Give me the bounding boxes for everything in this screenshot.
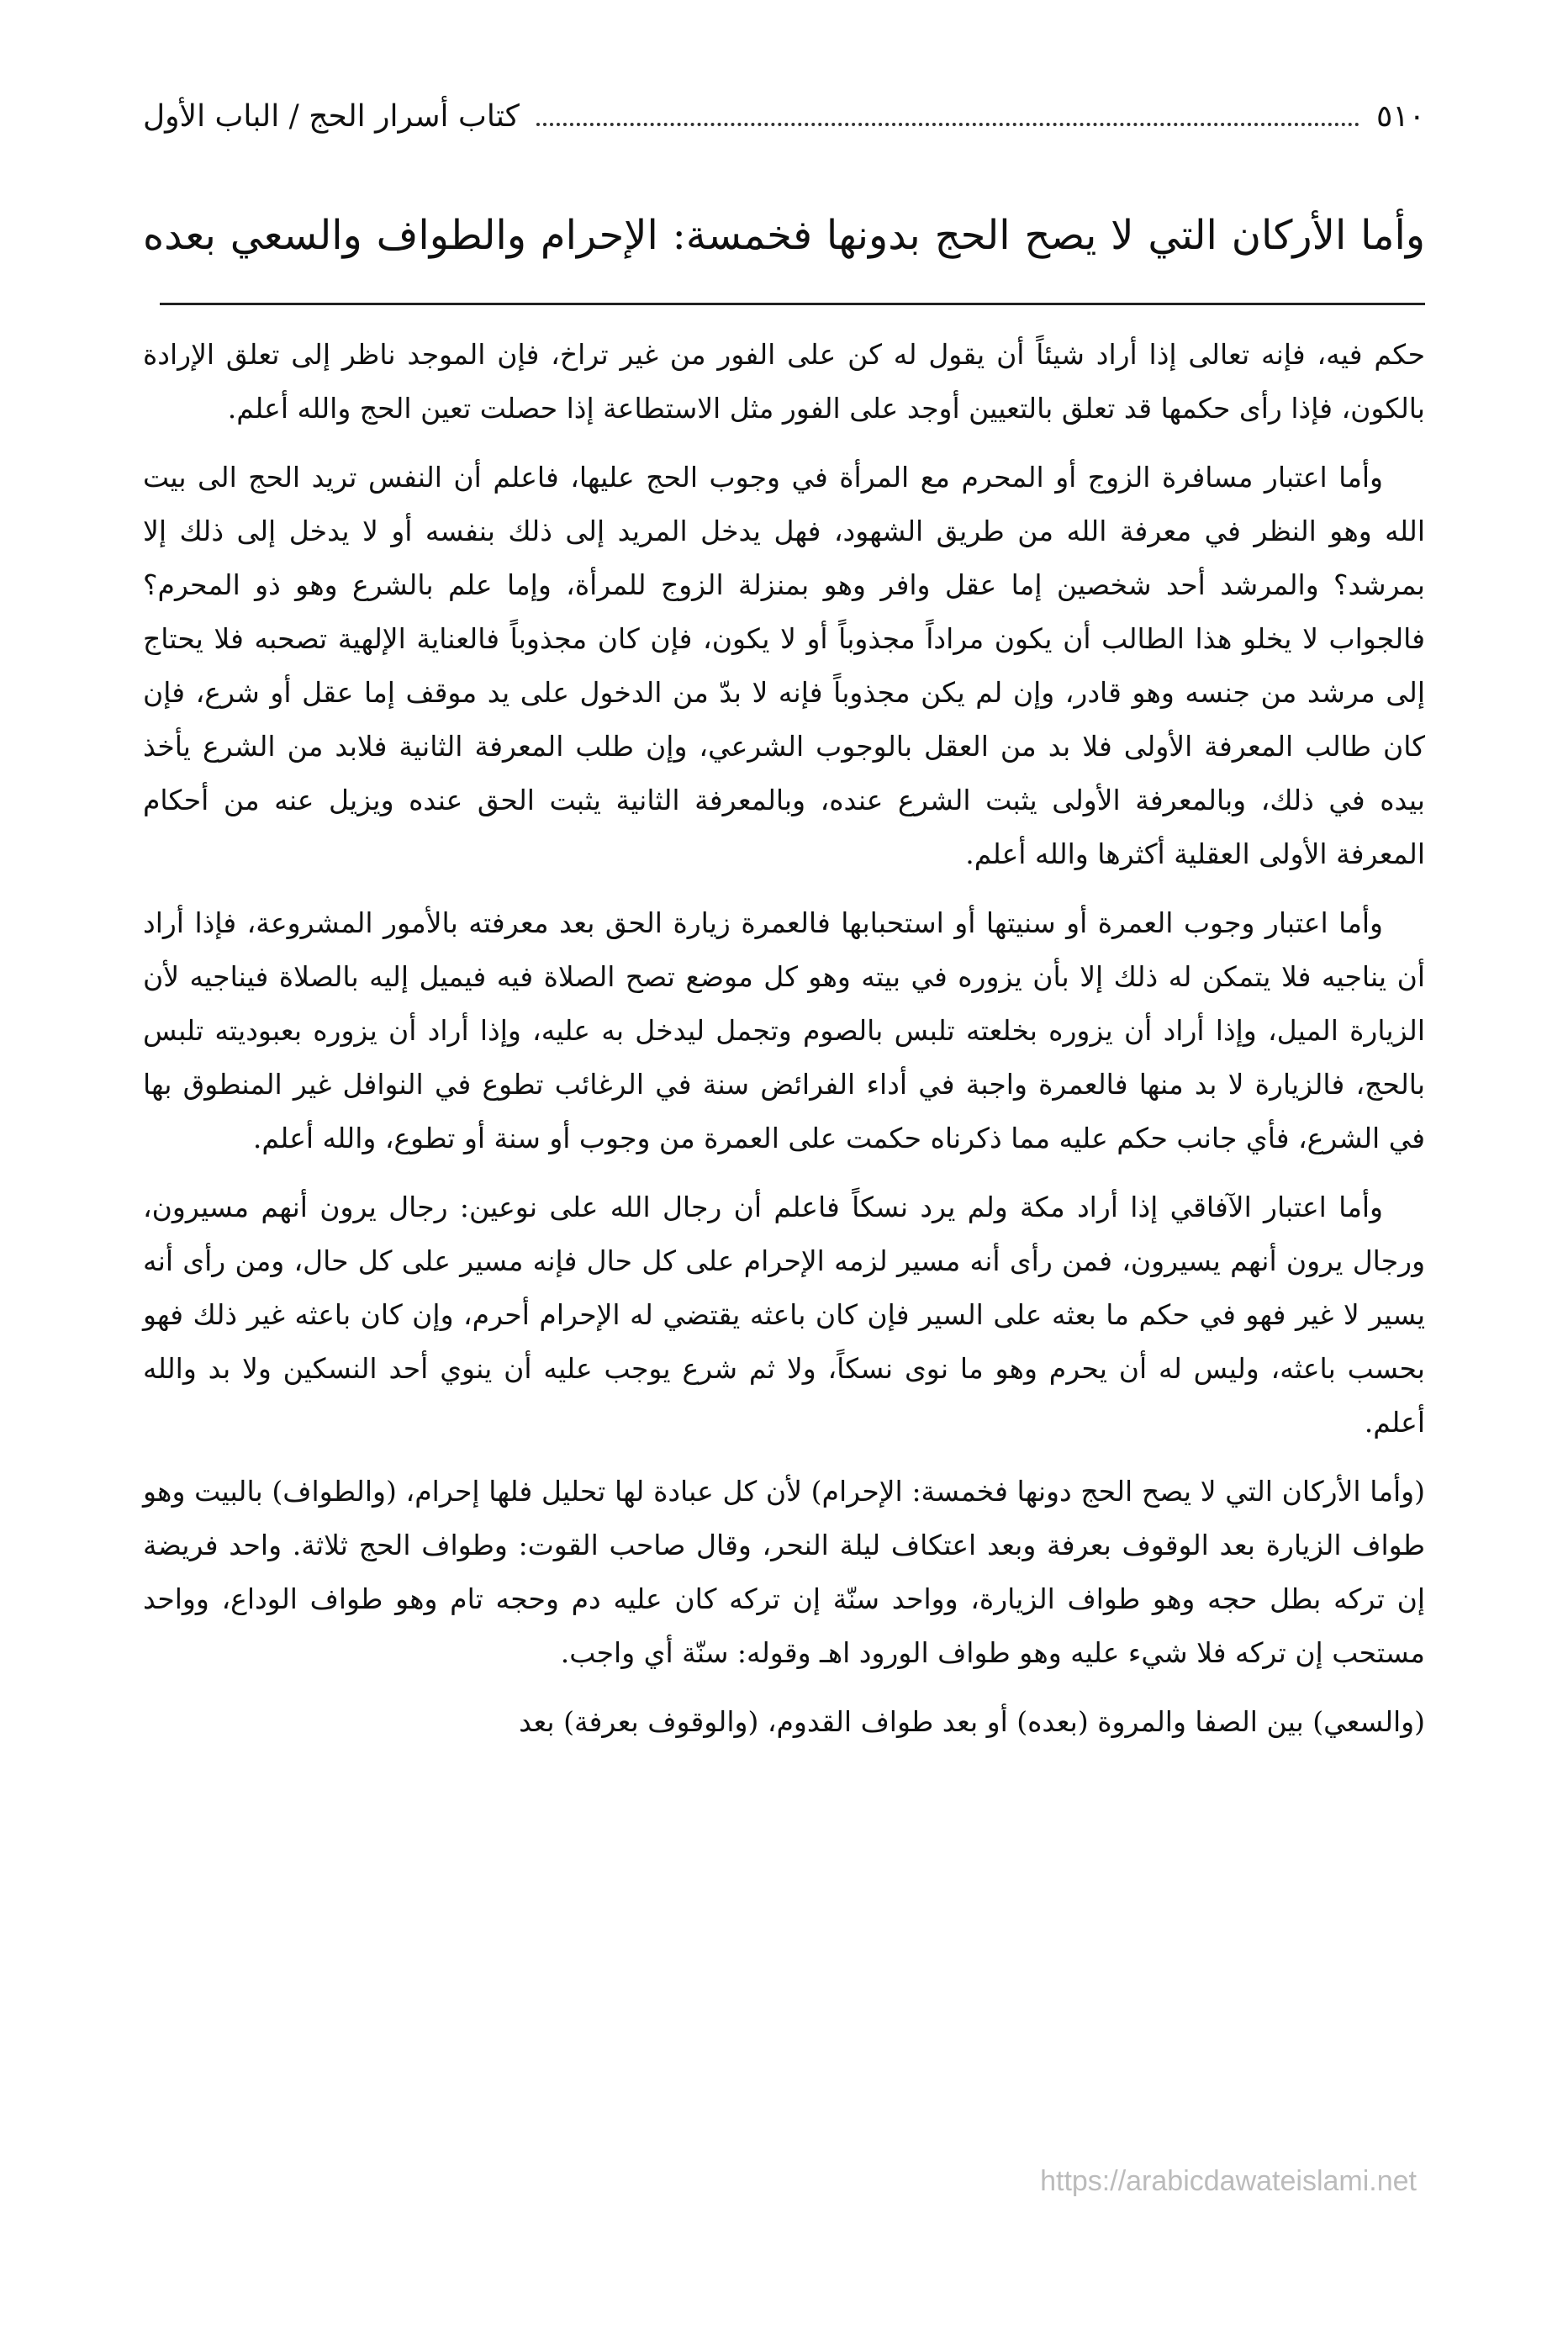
matn-text: وأما الأركان التي لا يصح الحج بدونها فخمسة: الإحرام والطواف والسعي بعده	[143, 212, 1426, 259]
page-header	[143, 91, 1425, 141]
commentary-body	[143, 328, 1425, 1764]
paragraph: وأما اعتبار وجوب العمرة أو سنيتها أو استحبابها فالعمرة زيارة الحق بعد معرفته بالأمور المشروعة، فإذا أراد أن يناجيه فلا يتمكن له ذلك إلا بأن يزوره في بيته وهو كل موضع تصح الصلاة فيه فيميل إليه بالصلاة فيناجيه لأن الزيارة الميل، وإذا أراد أن يزوره بخلعته تلبس بالصوم وتجمل ليدخل به عليه، وإذا أراد أن يزوره بعبوديته تلبس بالحج، فالزيارة لا بد منها فالعمرة واجبة في أداء الفرائض سنة في الرغائب تطوع في النوافل غير المنطوق بها في الشرع، فأي جانب حكم عليه مما ذكرناه حكمت على العمرة من وجوب أو سنة أو تطوع، والله أعلم.	[143, 906, 1425, 1154]
watermark-url: https://arabicdawateislami.net	[1040, 2165, 1417, 2197]
paragraph: وأما اعتبار مسافرة الزوج أو المحرم مع المرأة في وجوب الحج عليها، فاعلم أن النفس تريد الحج الى بيت الله وهو النظر في معرفة الله من طريق الشهود، فهل يدخل المريد إلى ذلك بنفسه أو لا يدخل إلى ذلك إلا بمرشد؟ والمرشد أحد شخصين إما عقل وافر وهو بمنزلة الزوج للمرأة، وإما علم بالشرع وهو ذو المحرم؟ فالجواب لا يخلو هذا الطالب أن يكون مراداً مجذوباً أو لا يكون، فإن كان مجذوباً فالعناية الإلهية تصحبه فلا يحتاج إلى مرشد من جنسه وهو قادر، وإن لم يكن مجذوباً فإنه لا بدّ من الدخول على يد موقف إما عقل أو شرع، فإن كان طالب المعرفة الأولى فلا بد من العقل بالوجوب الشرعي، وإن طلب المعرفة الثانية فلابد من الشرع يأخذ بيده في ذلك، وبالمعرفة الأولى يثبت الشرع عنده، وبالمعرفة الثانية يثبت الحق عنده ويزيل عنه من أحكام المعرفة الأولى العقلية أكثرها والله أعلم.	[143, 461, 1425, 870]
dotted-leader	[536, 123, 1359, 126]
paragraph: (والسعي) بين الصفا والمروة (بعده) أو بعد طواف القدوم، (والوقوف بعرفة) بعد	[519, 1705, 1425, 1738]
paragraph: (وأما الأركان التي لا يصح الحج دونها فخمسة: الإحرام) لأن كل عبادة لها تحليل فلها إحرام، (والطواف) بالبيت وهو طواف الزيارة بعد الوقوف بعرفة وبعد اعتكاف ليلة النحر، وقال صاحب القوت: وطواف الحج ثلاثة. واحد فريضة إن تركه بطل حجه وهو طواف الزيارة، وواحد سنّة إن تركه كان عليه دم وحجه تام وهو طواف الوداع، وواحد مستحب إن تركه فلا شيء عليه وهو طواف الورود اهـ وقوله: سنّة أي واجب.	[143, 1475, 1425, 1669]
separator-rule	[160, 303, 1425, 305]
running-title: كتاب أسرار الحج / الباب الأول	[143, 98, 520, 134]
paragraph: وأما اعتبار الآفاقي إذا أراد مكة ولم يرد نسكاً فاعلم أن رجال الله على نوعين: رجال يرون أنهم مسيرون، ورجال يرون أنهم يسيرون، فمن رأى أنه مسير لزمه الإحرام على كل حال فإنه مسير على كل حال، ومن رأى أنه يسير لا غير فهو في حكم ما بعثه على السير فإن كان باعثه يقتضي له الإحرام أحرم، وإن كان باعثه غير ذلك فهو بحسب باعثه، وليس له أن يحرم وهو ما نوى نسكاً، ولا ثم شرع يوجب عليه أن ينوي أحد النسكين ولا بد والله أعلم.	[143, 1191, 1425, 1439]
paragraph: حكم فيه، فإنه تعالى إذا أراد شيئاً أن يقول له كن على الفور من غير تراخ، فإن الموجد ناظر إلى تعلق الإرادة بالكون، فإذا رأى حكمها قد تعلق بالتعيين أوجد على الفور مثل الاستطاعة إذا حصلت تعين الحج والله أعلم.	[143, 338, 1425, 425]
page-number: ٥١٠	[1375, 98, 1425, 134]
